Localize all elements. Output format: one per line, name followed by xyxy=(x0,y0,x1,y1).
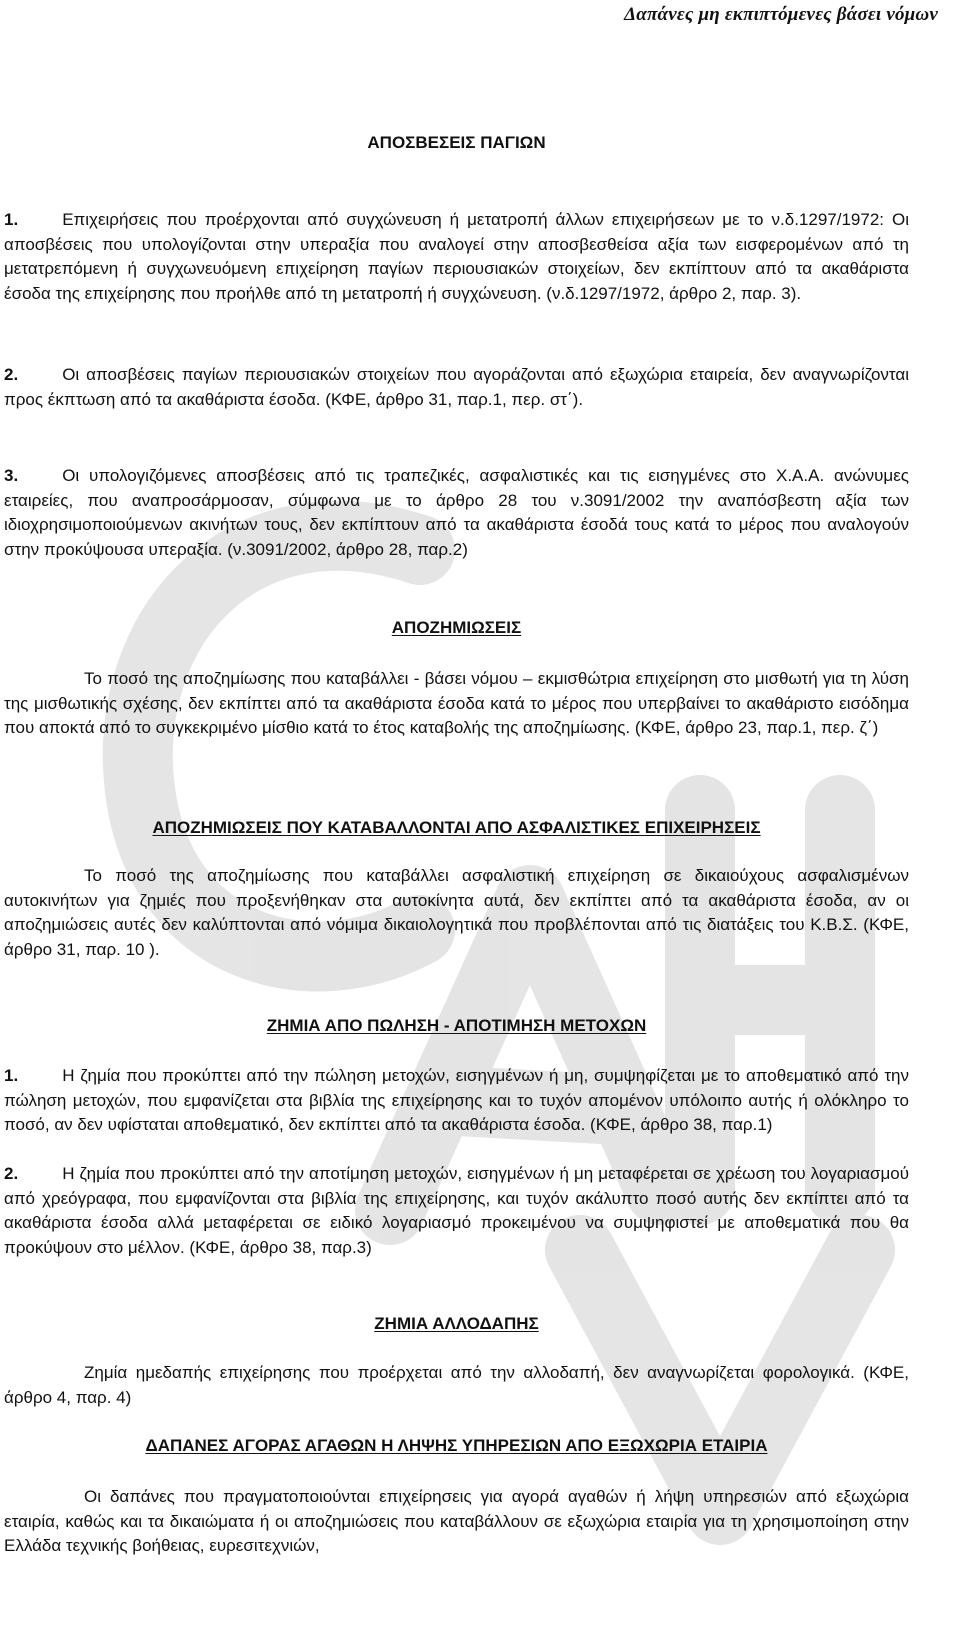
running-header: Δαπάνες μη εκπιπτόμενες βάσει νόμων xyxy=(624,4,938,25)
item-text: Η ζημία που προκύπτει από την αποτίμηση μετοχών, εισηγμένων ή μη μεταφέρεται σε χρέωση του λογαριασμού από χρεόγραφα, που εμφανίζονται στα βιβλία της επιχείρησης, και τυχόν ακάλυπτο ποσό αυτής δεν εκπίπτει από τα ακαθάριστα έσοδα αλλά μεταφέρεται σε ειδικό λογαριασμό προκειμένου να συμψηφιστεί με αποθεματικά που θα προκύψουν στο μέλλον. (ΚΦΕ, άρθρο 38, παρ.3) xyxy=(4,1164,909,1257)
item-text: Επιχειρήσεις που προέρχονται από συγχώνευση ή μετατροπή άλλων επιχειρήσεων με το ν.δ.1297/1972: Οι αποσβέσεις που υπολογίζονται στην υπεραξία που αναλογεί στην αποσβεσθείσα αξία των εισφερομένων από τη μετατρεπόμενη ή συγχωνευόμενη επιχείρηση παγίων περιουσιακών στοιχείων, δεν εκπίπτουν από τα ακαθάριστα έσοδα της επιχείρησης που προήλθε από τη μετατροπή ή συγχώνευση. (ν.δ.1297/1972, άρθρο 2, παρ. 3). xyxy=(4,210,909,303)
section-heading-compensations: ΑΠΟΖΗΜΙΩΣΕΙΣ xyxy=(391,618,522,637)
section-heading-foreign-loss: ΖΗΜΙΑ ΑΛΛΟΔΑΠΗΣ xyxy=(374,1314,539,1333)
compensations-paragraph: Το ποσό της αποζημίωσης που καταβάλλει - βάσει νόμου – εκμισθώτρια επιχείρηση στο μισθωτή για τη λύση της μισθωτικής σχέσης, δεν εκπίπτει από τα ακαθάριστα έσοδα κατά το μέρος που υπερβαίνει το ακαθάριστο εισόδημα που αποκτά από το συγκεκριμένο μίσθιο κατά το έτος καταβολής της αποζημίωσης. (ΚΦΕ, άρθρο 23, παρ.1, περ. ζ΄) xyxy=(4,669,909,738)
depreciation-item-1 xyxy=(4,208,909,306)
offshore-expenses-paragraph: Οι δαπάνες που πραγματοποιούνται επιχείρησεις για αγορά αγαθών ή λήψη υπηρεσιών από εξωχώρια εταιρία, καθώς και τα δικαιώματα ή οι αποζημιώσεις που καταβάλλουν σε εξωχώρια εταιρία για τη χρησιμοποίηση στην Ελλάδα τεχνικής βοήθειας, ευρεσιτεχνιών, xyxy=(4,1487,909,1556)
item-number: 1. xyxy=(4,1066,19,1085)
item-number: 3. xyxy=(4,466,19,485)
insurance-compensations-paragraph: Το ποσό της αποζημίωσης που καταβάλλει ασφαλιστική επιχείρηση σε δικαιούχους ασφαλισμένων αυτοκινήτων για ζημιές που προξενήθηκαν στα αυτοκίνητα αυτά, δεν εκπίπτει από τα ακαθάριστα έσοδα, αν οι αποζημιώσεις αυτές δεν καλύπτονται από νόμιμα δικαιολογητικά που προβλέπονται από τις διατάξεις του Κ.Β.Σ. (ΚΦΕ, άρθρο 31, παρ. 10 ). xyxy=(4,866,909,959)
depreciation-item-3 xyxy=(4,464,909,562)
share-loss-item-1 xyxy=(4,1064,909,1138)
item-number: 1. xyxy=(4,210,19,229)
item-number: 2. xyxy=(4,365,19,384)
depreciation-item-2 xyxy=(4,363,909,412)
item-number: 2. xyxy=(4,1164,19,1183)
section-heading-offshore-expenses: ΔΑΠΑΝΕΣ ΑΓΟΡΑΣ ΑΓΑΘΩΝ Η ΛΗΨΗΣ ΥΠΗΡΕΣΙΩΝ ΑΠΟ ΕΞΩΧΩΡΙΑ ΕΤΑΙΡΙΑ xyxy=(145,1436,768,1455)
foreign-loss-paragraph: Ζημία ημεδαπής επιχείρησης που προέρχεται από την αλλοδαπή, δεν αναγνωρίζεται φορολογικά. (ΚΦΕ, άρθρο 4, παρ. 4) xyxy=(4,1363,909,1407)
section-heading-share-loss: ΖΗΜΙΑ ΑΠΟ ΠΩΛΗΣΗ - ΑΠΟΤΙΜΗΣΗ ΜΕΤΟΧΩΝ xyxy=(266,1016,647,1035)
share-loss-item-2 xyxy=(4,1162,909,1260)
item-text: Οι αποσβέσεις παγίων περιουσιακών στοιχείων που αγοράζονται από εξωχώρια εταιρεία, δεν αναγνωρίζονται προς έκπτωση από τα ακαθάριστα έσοδα. (ΚΦΕ, άρθρο 31, παρ.1, περ. στ΄). xyxy=(4,365,909,409)
item-text: Η ζημία που προκύπτει από την πώληση μετοχών, εισηγμένων ή μη, συμψηφίζεται με το αποθεματικό από την πώληση μετοχών, που εμφανίζεται στα βιβλία της επιχείρησης και το τυχόν απομένον υπόλοιπο αυτής ή ολόκληρο το ποσό, αν δεν υφίσταται αποθεματικό, δεν εκπίπτει από τα ακαθάριστα έσοδα. (ΚΦΕ, άρθρο 38, παρ.1) xyxy=(4,1066,909,1135)
section-heading-insurance-compensations: ΑΠΟΖΗΜΙΩΣΕΙΣ ΠΟΥ ΚΑΤΑΒΑΛΛΟΝΤΑΙ ΑΠΟ ΑΣΦΑΛΙΣΤΙΚΕΣ ΕΠΙΧΕΙΡΗΣΕΙΣ xyxy=(152,818,761,837)
item-text: Οι υπολογιζόμενες αποσβέσεις από τις τραπεζικές, ασφαλιστικές και τις εισηγμένες στο Χ.Α.Α. ανώνυμες εταιρείες, που αναπροσάρμοσαν, σύμφωνα με το άρθρο 28 του ν.3091/2002 την αναπόσβεστη αξία των ιδιοχρησιμοποιούμενων ακινήτων τους, δεν εκπίπτουν από τα ακαθάριστα έσοδά τους κατά το μέρος που αναλογούν στην προκύψουσα υπεραξία. (ν.3091/2002, άρθρο 28, παρ.2) xyxy=(4,466,909,559)
section-heading-asset-depreciation: ΑΠΟΣΒΕΣΕΙΣ ΠΑΓΙΩΝ xyxy=(367,133,546,152)
